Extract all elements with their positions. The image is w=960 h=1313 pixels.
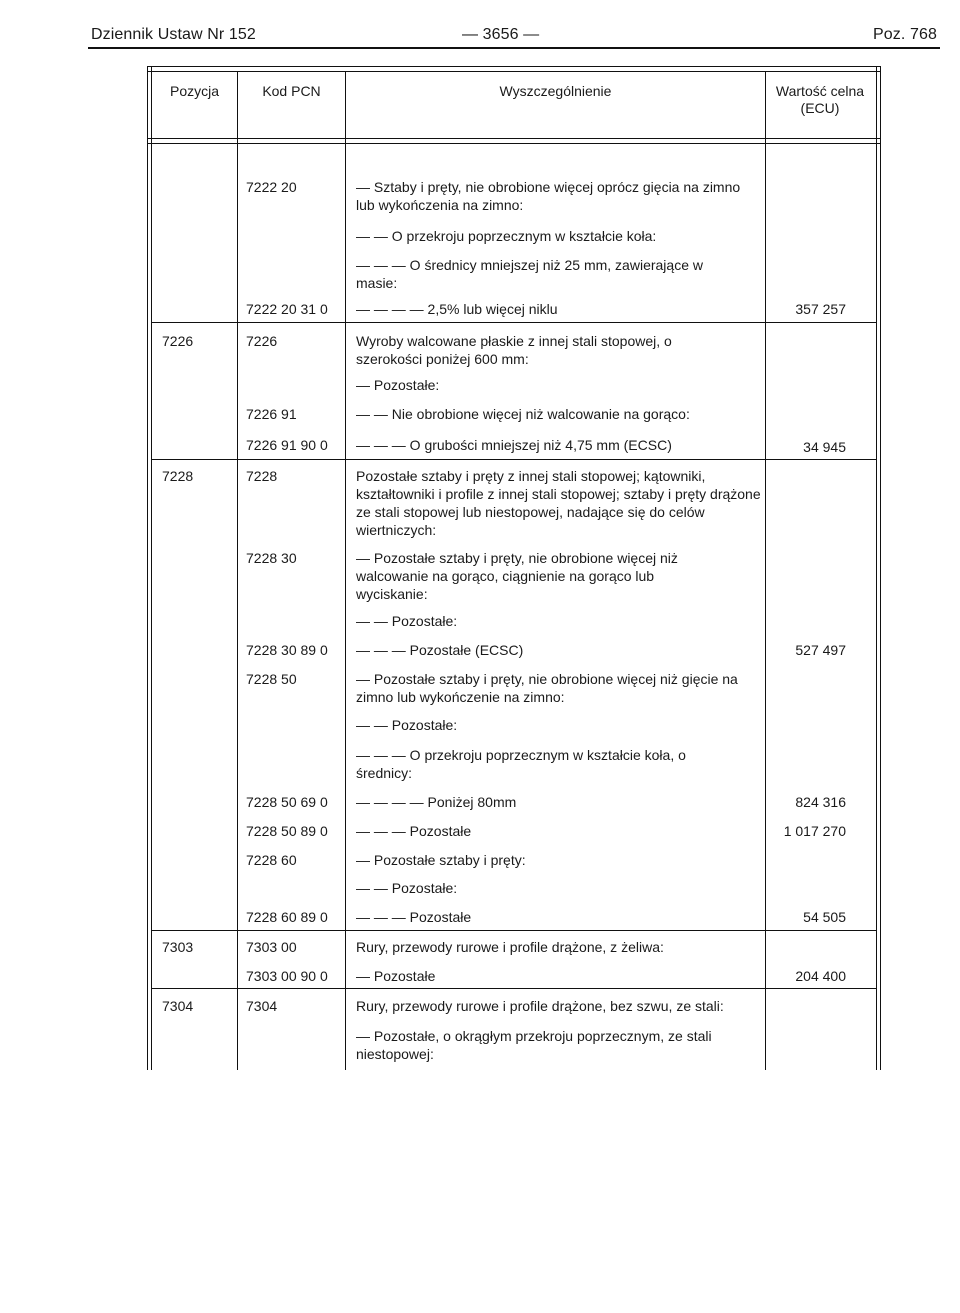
- desc-cell: — Pozostałe, o okrągłym przekroju poprzecznym, ze stali niestopowej:: [356, 1028, 712, 1062]
- desc-cell: — Pozostałe: [356, 968, 436, 984]
- desc-cell: — — — — Poniżej 80mm: [356, 794, 517, 810]
- value-cell: 54 505: [803, 909, 846, 925]
- header-pozycja: Pozycja: [169, 83, 220, 99]
- desc-cell: — — — O grubości mniejszej niż 4,75 mm (ECSC): [356, 437, 672, 453]
- desc-cell: — — Pozostałe:: [356, 880, 458, 896]
- desc-cell: — — Pozostałe:: [356, 613, 458, 629]
- kod-cell: 7228: [246, 468, 278, 484]
- desc-cell: — — — Pozostałe: [356, 823, 472, 839]
- desc-cell: — — Nie obrobione więcej niż walcowanie na gorąco:: [356, 406, 690, 422]
- value-cell: 204 400: [795, 968, 846, 984]
- desc-cell: — Pozostałe sztaby i pręty, nie obrobione więcej niż walcowanie na gorąco, ciągnienie na gorąco lub wyciskanie:: [356, 550, 678, 602]
- kod-cell: 7226 91: [246, 406, 297, 422]
- header-wyszczegolnienie: Wyszczególnienie: [499, 83, 612, 99]
- desc-cell: — Pozostałe sztaby i pręty, nie obrobione więcej niż gięcie na zimno lub wykończenie na zimno:: [356, 671, 738, 705]
- kod-cell: 7226 91 90 0: [246, 437, 328, 453]
- header-wartosc-celna: Wartość celna (ECU): [775, 83, 865, 116]
- value-cell: 1 017 270: [783, 823, 846, 839]
- kod-cell: 7304: [246, 998, 278, 1014]
- position-number: Poz. 768: [873, 26, 937, 43]
- desc-cell: — Pozostałe sztaby i pręty:: [356, 852, 526, 868]
- pozycja-cell: 7303: [162, 939, 194, 955]
- desc-cell: Pozostałe sztaby i pręty z innej stali stopowej; kątowniki, kształtowniki i profile z innej stali stopowej; sztaby i pręty drążone ze stali stopowej lub niestopowej, nadające się do celów wiertniczych:: [356, 468, 761, 538]
- desc-cell: — — — — 2,5% lub więcej niklu: [356, 301, 558, 317]
- kod-cell: 7222 20 31 0: [246, 301, 328, 317]
- value-cell: 527 497: [795, 642, 846, 658]
- desc-cell: — — Pozostałe:: [356, 717, 458, 733]
- desc-cell: Wyroby walcowane płaskie z innej stali stopowej, o szerokości poniżej 600 mm:: [356, 333, 672, 367]
- desc-cell: — — — O przekroju poprzecznym w kształcie koła, o średnicy:: [356, 747, 686, 781]
- journal-title: Dziennik Ustaw Nr 152: [91, 26, 256, 43]
- page-number: — 3656 —: [462, 26, 540, 43]
- desc-cell: — — — O średnicy mniejszej niż 25 mm, zawierające w masie:: [356, 257, 703, 291]
- kod-cell: 7228 60: [246, 852, 297, 868]
- pozycja-cell: 7226: [162, 333, 194, 349]
- desc-cell: Rury, przewody rurowe i profile drążone, z żeliwa:: [356, 939, 664, 955]
- value-cell: 357 257: [795, 301, 846, 317]
- kod-cell: 7303 00: [246, 939, 297, 955]
- desc-cell: — Pozostałe:: [356, 377, 440, 393]
- kod-cell: 7228 50 69 0: [246, 794, 328, 810]
- pozycja-cell: 7304: [162, 998, 194, 1014]
- kod-cell: 7228 30: [246, 550, 297, 566]
- desc-cell: — — — Pozostałe: [356, 909, 472, 925]
- desc-cell: — Sztaby i pręty, nie obrobione więcej oprócz gięcia na zimno lub wykończenia na zimno:: [356, 179, 741, 213]
- kod-cell: 7226: [246, 333, 278, 349]
- header-kod-pcn: Kod PCN: [262, 83, 321, 99]
- kod-cell: 7222 20: [246, 179, 297, 195]
- kod-cell: 7228 50 89 0: [246, 823, 328, 839]
- kod-cell: 7303 00 90 0: [246, 968, 328, 984]
- header-rule: [88, 47, 940, 49]
- kod-cell: 7228 50: [246, 671, 297, 687]
- kod-cell: 7228 60 89 0: [246, 909, 328, 925]
- pozycja-cell: 7228: [162, 468, 194, 484]
- desc-cell: — — O przekroju poprzecznym w kształcie koła:: [356, 228, 657, 244]
- kod-cell: 7228 30 89 0: [246, 642, 328, 658]
- value-cell: 824 316: [795, 794, 846, 810]
- desc-cell: — — — Pozostałe (ECSC): [356, 642, 524, 658]
- value-cell: 34 945: [803, 439, 846, 455]
- desc-cell: Rury, przewody rurowe i profile drążone, bez szwu, ze stali:: [356, 998, 724, 1014]
